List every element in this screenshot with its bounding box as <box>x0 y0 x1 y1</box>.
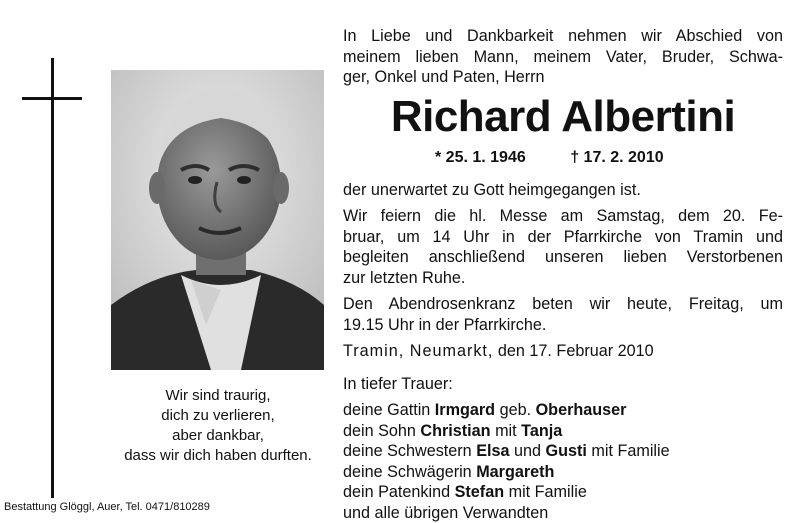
mourner-relation: deine Schwestern <box>343 442 476 460</box>
mourner-connector: und <box>510 442 546 460</box>
rosary-line: 19.15 Uhr in der Pfarrkirche. <box>343 315 783 336</box>
mourner-name: Elsa <box>476 442 509 460</box>
mourner-relation: deine Gattin <box>343 401 435 419</box>
poem-line: aber dankbar, <box>88 426 348 446</box>
mourner-relation: dein Patenkind <box>343 483 455 501</box>
mourner-suffix: mit Familie <box>587 442 670 460</box>
mourner-connector: geb. <box>495 401 536 419</box>
portrait-photo <box>111 70 324 370</box>
mourner-line <box>343 441 783 462</box>
intro-line: In Liebe und Dankbarkeit nehmen wir Abschied von <box>343 26 783 47</box>
cross-horizontal-bar <box>22 97 82 100</box>
intro-line: meinem lieben Mann, meinem Vater, Bruder, Schwa- <box>343 47 783 68</box>
mourner-line <box>343 421 783 442</box>
poem-line: dich zu verlieren, <box>88 406 348 426</box>
passed-away-line: der unerwartet zu Gott heimgegangen ist. <box>343 180 783 201</box>
intro-line: ger, Onkel und Paten, Herrn <box>343 67 783 88</box>
mourner-name: Christian <box>420 422 490 440</box>
poem-line: dass wir dich haben durften. <box>88 446 348 466</box>
rosary-line: Den Abendrosenkranz beten wir heute, Freitag, um <box>343 294 783 315</box>
place: Tramin, Neumarkt, <box>343 342 493 360</box>
mass-line: zur letzten Ruhe. <box>343 268 783 289</box>
mourner-relation: deine Schwägerin <box>343 463 476 481</box>
mourner-name: Stefan <box>455 483 504 501</box>
mourner-name: Oberhauser <box>536 401 627 419</box>
birth-date: * 25. 1. 1946 <box>435 148 526 168</box>
mourner-name: Gusti <box>546 442 587 460</box>
place-date-line <box>343 341 783 362</box>
mass-line: Wir feiern die hl. Messe am Samstag, dem 20. Fe- <box>343 206 783 227</box>
obituary-text <box>343 26 783 523</box>
funeral-home-footer: Bestattung Glöggl, Auer, Tel. 0471/810289 <box>4 500 210 514</box>
cross-symbol <box>22 58 82 498</box>
mourning-heading: In tiefer Trauer: <box>343 374 783 395</box>
deceased-name: Richard Albertini <box>343 92 783 142</box>
mourner-name: Irmgard <box>435 401 495 419</box>
portrait-photo-graphic <box>111 70 324 370</box>
mourner-name: Margareth <box>476 463 554 481</box>
mourner-connector: mit <box>491 422 522 440</box>
mourner-line: und alle übrigen Verwandten <box>343 503 783 523</box>
mass-line: bruar, um 14 Uhr in der Pfarrkirche von Tramin und <box>343 227 783 248</box>
mass-line: begleiten anschließend unseren lieben Verstorbenen <box>343 247 783 268</box>
mourner-line <box>343 482 783 503</box>
poem <box>88 386 348 466</box>
mourner-line <box>343 462 783 483</box>
mourner-relation: dein Sohn <box>343 422 420 440</box>
poem-line: Wir sind traurig, <box>88 386 348 406</box>
date: den 17. Februar 2010 <box>498 342 654 360</box>
life-dates <box>343 148 783 168</box>
mourner-suffix: mit Familie <box>504 483 587 501</box>
death-date: † 17. 2. 2010 <box>570 148 663 168</box>
cross-vertical-bar <box>51 58 54 498</box>
mourner-line <box>343 400 783 421</box>
mourner-name: Tanja <box>521 422 562 440</box>
